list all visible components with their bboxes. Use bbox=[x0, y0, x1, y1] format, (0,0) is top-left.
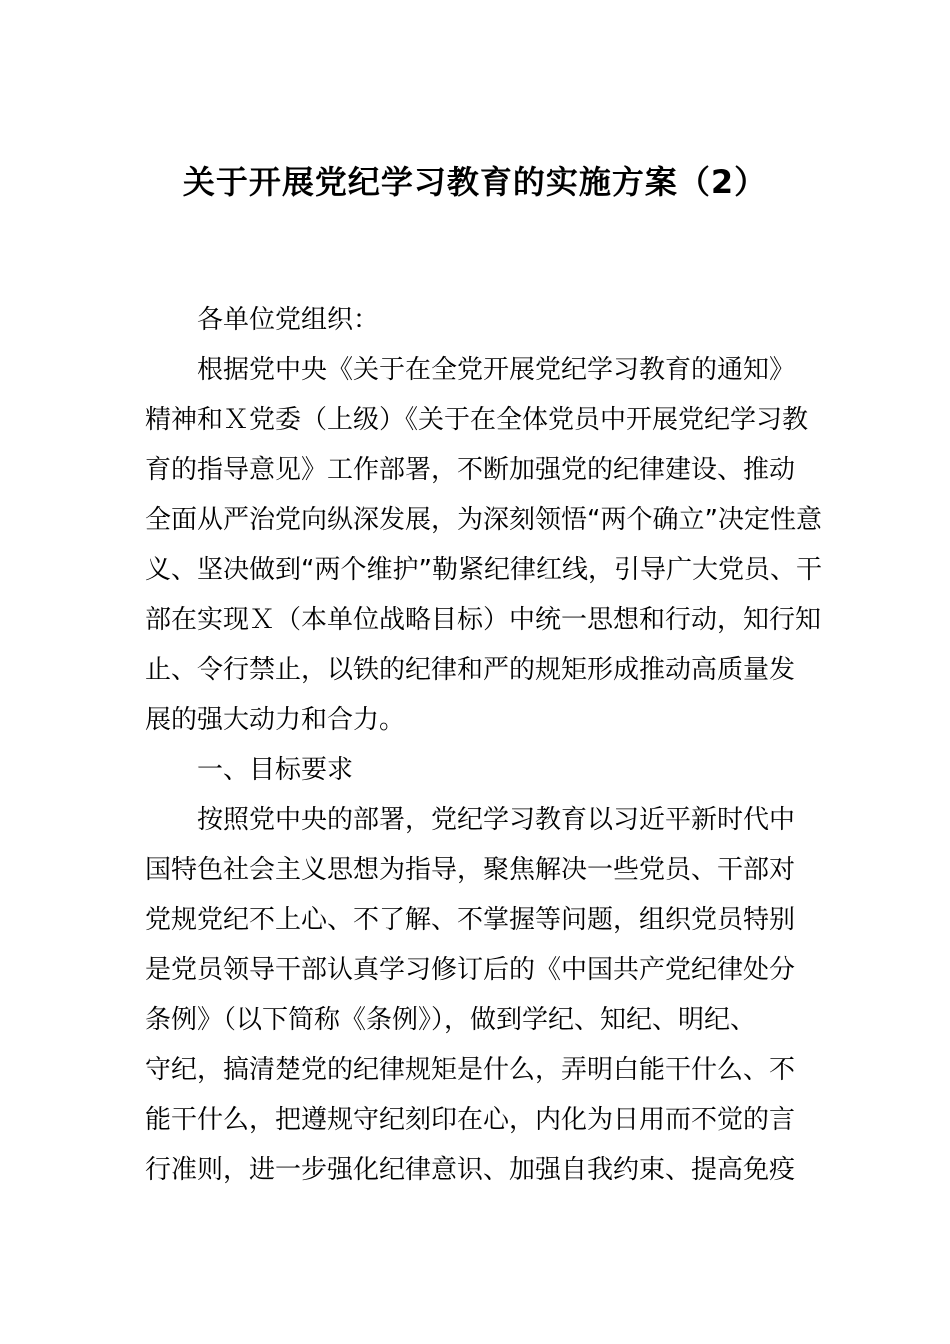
paragraph-line: 国特色社会主义思想为指导，聚焦解决一些党员、干部对 bbox=[145, 855, 796, 885]
paragraph-line: 守纪，搞清楚党的纪律规矩是什么，弄明白能干什么、不 bbox=[145, 1055, 796, 1085]
paragraph-line: 能干什么，把遵规守纪刻印在心，内化为日用而不觉的言 bbox=[145, 1105, 796, 1135]
paragraph-line: 育的指导意见》工作部署，不断加强党的纪律建设、推动 bbox=[145, 455, 796, 485]
paragraph-line: 党规党纪不上心、不了解、不掌握等问题，组织党员特别 bbox=[145, 905, 796, 935]
paragraph-line: 条例》（以下简称《条例》），做到学纪、知纪、明纪、 bbox=[145, 1005, 757, 1035]
paragraph-line: 止、令行禁止，以铁的纪律和严的规矩形成推动高质量发 bbox=[145, 655, 796, 685]
document-title: 关于开展党纪学习教育的实施方案（2） bbox=[182, 163, 768, 201]
paragraph-line: 义、坚决做到“两个维护”勒紧纪律红线，引导广大党员、干 bbox=[145, 555, 822, 585]
paragraph-line: 精神和Ｘ党委（上级）《关于在全体党员中开展党纪学习教 bbox=[145, 405, 809, 435]
paragraph-line: 部在实现Ｘ（本单位战略目标）中统一思想和行动，知行知 bbox=[145, 605, 822, 635]
document-body bbox=[145, 295, 822, 1195]
paragraph-line: 展的强大动力和合力。 bbox=[145, 705, 406, 735]
paragraph-line: 根据党中央《关于在全党开展党纪学习教育的通知》 bbox=[197, 355, 796, 385]
salutation: 各单位党组织： bbox=[197, 305, 380, 335]
section-heading: 一、目标要求 bbox=[197, 755, 354, 785]
paragraph-line: 全面从严治党向纵深发展，为深刻领悟“两个确立”决定性意 bbox=[145, 505, 822, 535]
paragraph-line: 行准则，进一步强化纪律意识、加强自我约束、提高免疫 bbox=[145, 1155, 796, 1185]
paragraph-line: 是党员领导干部认真学习修订后的《中国共产党纪律处分 bbox=[145, 955, 796, 985]
paragraph-line: 按照党中央的部署，党纪学习教育以习近平新时代中 bbox=[197, 805, 796, 835]
